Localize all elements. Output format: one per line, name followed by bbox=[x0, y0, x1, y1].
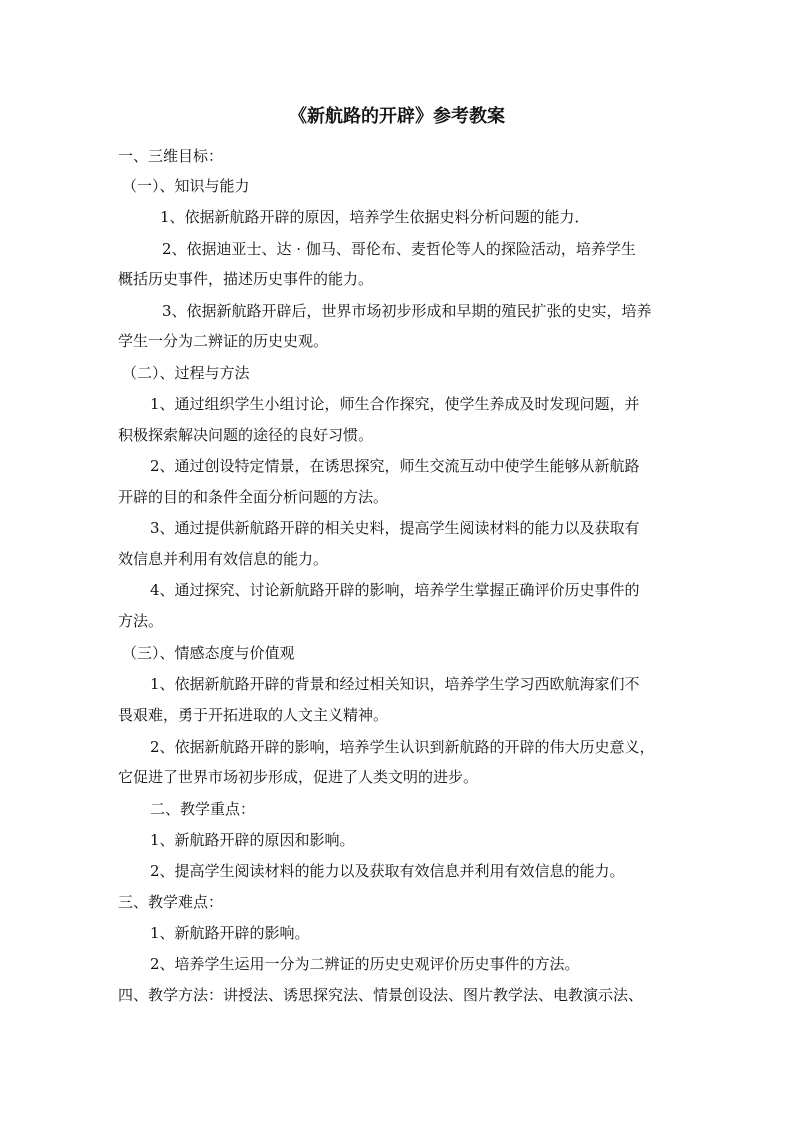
paragraph-line: 1、新航路开辟的影响。 bbox=[150, 924, 310, 942]
paragraph-line: 2、依据新航路开辟的影响，培养学生认识到新航路的开辟的伟大历史意义， bbox=[150, 738, 655, 756]
paragraph-line: 2、培养学生运用一分为二辨证的历史史观评价历史事件的方法。 bbox=[150, 955, 580, 973]
subsection-heading-values: （三）、情感态度与价值观 bbox=[122, 644, 295, 662]
paragraph-line: 开辟的目的和条件全面分析问题的方法。 bbox=[118, 488, 389, 506]
section-heading-methods: 四、教学方法：讲授法、诱思探究法、情景创设法、图片教学法、电教演示法、 bbox=[118, 986, 644, 1004]
paragraph-line: 1、依据新航路开辟的原因，培养学生依据史料分析问题的能力． bbox=[160, 208, 590, 226]
paragraph-line: 3、依据新航路开辟后，世界市场初步形成和早期的殖民扩张的史实，培养 bbox=[162, 302, 652, 320]
paragraph-line: 2、依据迪亚士、达 · 伽马、哥伦布、麦哲伦等人的探险活动，培养学生 bbox=[162, 240, 636, 258]
paragraph-line: 概括历史事件，描述历史事件的能力。 bbox=[118, 270, 374, 288]
paragraph-line: 2、提高学生阅读材料的能力以及获取有效信息并利用有效信息的能力。 bbox=[150, 862, 625, 880]
section-heading-difficulties: 三、教学难点： bbox=[118, 893, 224, 911]
paragraph-line: 效信息并利用有效信息的能力。 bbox=[118, 550, 329, 568]
subsection-heading-process: （二）、过程与方法 bbox=[122, 364, 250, 382]
page-title: 《新航路的开辟》参考教案 bbox=[289, 106, 505, 127]
section-heading-objectives: 一、三维目标： bbox=[118, 147, 224, 165]
paragraph-line: 1、依据新航路开辟的背景和经过相关知识，培养学生学习西欧航海家们不 bbox=[150, 675, 640, 693]
paragraph-line: 它促进了世界市场初步形成，促进了人类文明的进步。 bbox=[118, 768, 479, 786]
paragraph-line: 方法。 bbox=[118, 612, 164, 630]
paragraph-line: 学生一分为二辨证的历史史观。 bbox=[118, 332, 329, 350]
paragraph-line: 2、通过创设特定情景，在诱思探究，师生交流互动中使学生能够从新航路 bbox=[150, 457, 640, 475]
paragraph-line: 1、新航路开辟的原因和影响。 bbox=[150, 831, 355, 849]
paragraph-line: 畏艰难，勇于开拓进取的人文主义精神。 bbox=[118, 706, 389, 724]
section-heading-key-points: 二、教学重点： bbox=[150, 800, 256, 818]
paragraph-line: 3、通过提供新航路开辟的相关史料，提高学生阅读材料的能力以及获取有 bbox=[150, 519, 640, 537]
subsection-heading-knowledge: （一）、知识与能力 bbox=[122, 177, 250, 195]
paragraph-line: 4、通过探究、讨论新航路开辟的影响，培养学生掌握正确评价历史事件的 bbox=[150, 581, 640, 599]
paragraph-line: 1、通过组织学生小组讨论，师生合作探究，使学生养成及时发现问题，并 bbox=[150, 395, 640, 413]
paragraph-line: 积极探索解决问题的途径的良好习惯。 bbox=[118, 426, 374, 444]
